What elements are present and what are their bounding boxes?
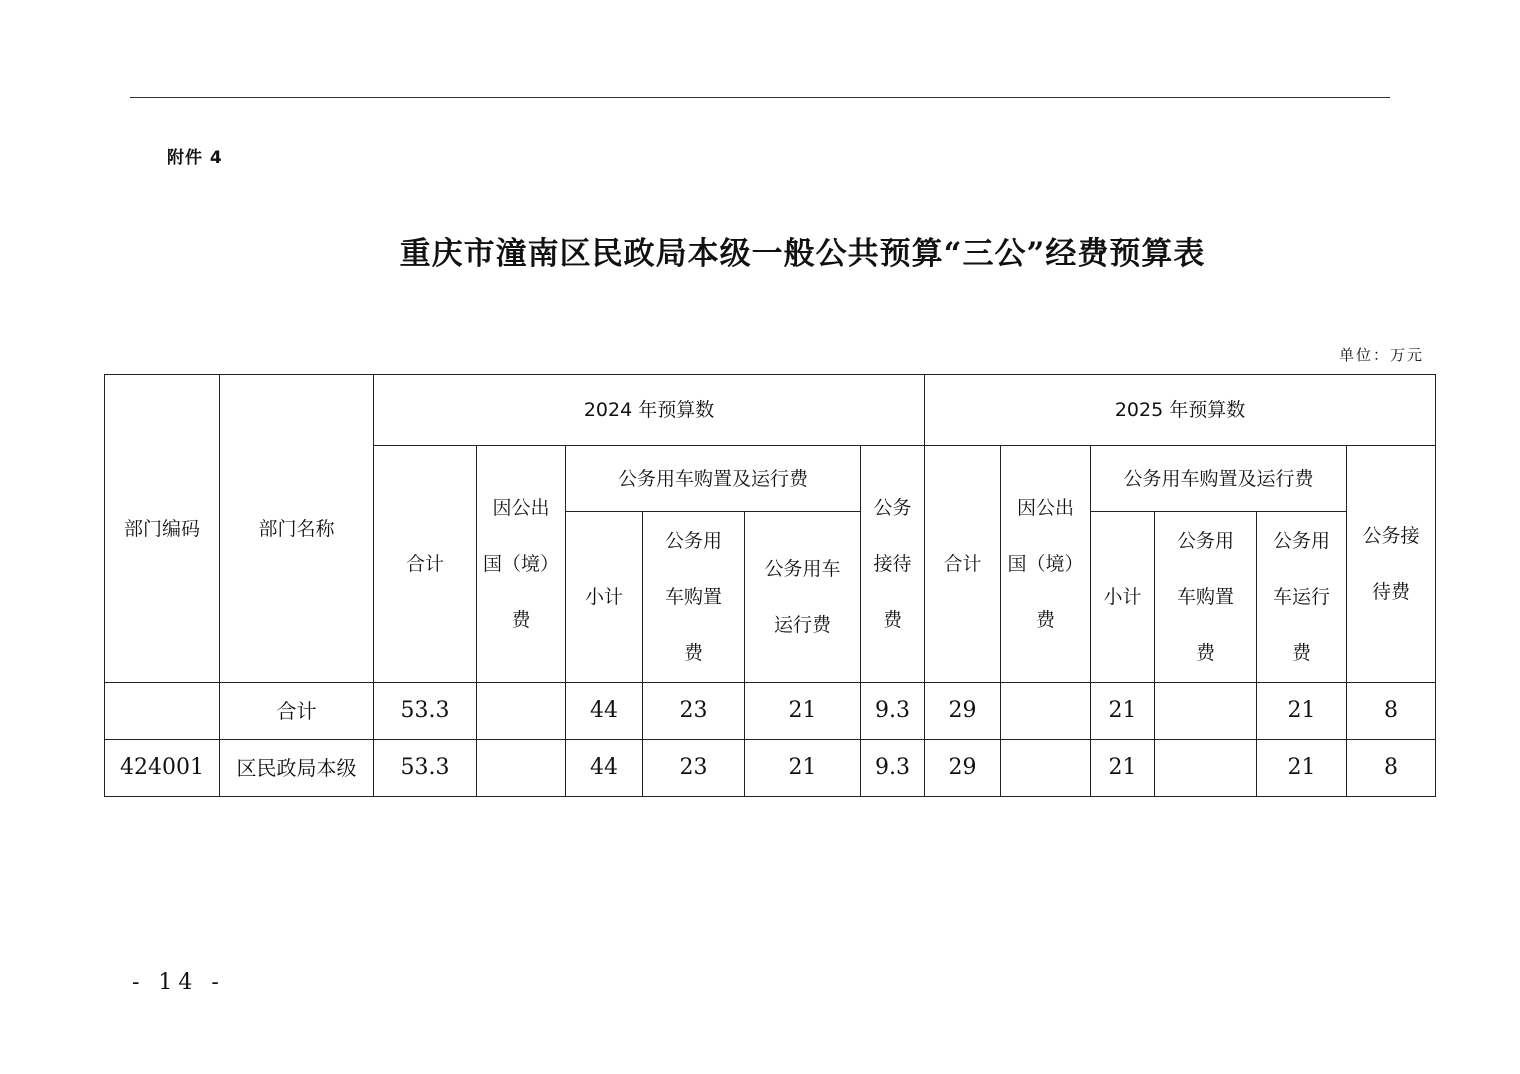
cell-2024-subtotal: 44 <box>566 740 643 797</box>
header-2025-reception <box>1347 446 1436 683</box>
header-text-line: 公务用 <box>1177 530 1235 552</box>
header-text-line: 公务接 <box>1362 525 1420 547</box>
cell-2024-operation: 21 <box>745 740 861 797</box>
cell-2025-operation: 21 <box>1257 683 1347 740</box>
header-text-line: 公务用车 <box>764 558 841 580</box>
cell-2025-operation: 21 <box>1257 740 1347 797</box>
cell-2024-abroad <box>477 683 566 740</box>
cell-2025-purchase <box>1155 740 1257 797</box>
header-2025-vehicle-operation <box>1257 512 1347 683</box>
header-2024-vehicle-group: 公务用车购置及运行费 <box>566 446 861 512</box>
header-text-line: 公务 <box>873 497 912 519</box>
header-text-line: 公务用 <box>1273 530 1331 552</box>
cell-2024-reception: 9.3 <box>861 683 925 740</box>
header-2025-vehicle-group: 公务用车购置及运行费 <box>1091 446 1347 512</box>
header-text-line: 费 <box>683 642 703 664</box>
header-dept-code <box>105 375 220 683</box>
header-2024-abroad <box>477 446 566 683</box>
table-row <box>105 683 1436 740</box>
budget-table <box>104 374 1436 797</box>
cell-2025-abroad <box>1001 740 1091 797</box>
cell-2024-total: 53.3 <box>374 683 477 740</box>
header-text-line: 公务用 <box>664 530 722 552</box>
cell-2024-abroad <box>477 740 566 797</box>
header-text-line: 国（境） <box>482 553 559 575</box>
header-text-line: 车购置 <box>664 586 722 608</box>
cell-2025-reception: 8 <box>1347 740 1436 797</box>
header-text-line: 小计 <box>584 586 623 608</box>
header-2024-vehicle-subtotal <box>566 512 643 683</box>
header-rule <box>130 97 1390 98</box>
cell-2025-total: 29 <box>925 683 1001 740</box>
header-text-line: 运行费 <box>773 614 831 636</box>
cell-2024-operation: 21 <box>745 683 861 740</box>
header-text-line: 费 <box>1196 642 1216 664</box>
header-text-line: 费 <box>883 609 903 631</box>
header-text-line: 合计 <box>405 553 444 575</box>
header-text-line: 部门编码 <box>123 517 200 540</box>
cell-2025-total: 29 <box>925 740 1001 797</box>
header-dept-name <box>220 375 374 683</box>
cell-2025-subtotal: 21 <box>1091 683 1155 740</box>
header-text-line: 费 <box>1036 609 1056 631</box>
header-2024-vehicle-purchase <box>643 512 745 683</box>
header-year-2025: 2025 年预算数 <box>925 375 1436 446</box>
cell-code <box>105 683 220 740</box>
cell-2024-total: 53.3 <box>374 740 477 797</box>
header-text-line: 接待 <box>873 553 912 575</box>
header-text-line: 因公出 <box>492 497 550 519</box>
header-2024-total <box>374 446 477 683</box>
header-text-line: 因公出 <box>1017 497 1075 519</box>
cell-2024-reception: 9.3 <box>861 740 925 797</box>
header-year-2024: 2024 年预算数 <box>374 375 925 446</box>
header-text-line: 车运行 <box>1273 586 1331 608</box>
header-text-line: 费 <box>1292 642 1312 664</box>
cell-2024-purchase: 23 <box>643 740 745 797</box>
header-text-line: 部门名称 <box>258 517 335 540</box>
cell-2024-purchase: 23 <box>643 683 745 740</box>
attachment-label: 附件 4 <box>167 148 223 168</box>
header-2025-total <box>925 446 1001 683</box>
cell-2025-abroad <box>1001 683 1091 740</box>
unit-label: 单位：万元 <box>1338 346 1424 364</box>
cell-2025-purchase <box>1155 683 1257 740</box>
header-2025-abroad <box>1001 446 1091 683</box>
header-text-line: 车购置 <box>1177 586 1235 608</box>
cell-2025-reception: 8 <box>1347 683 1436 740</box>
table-row <box>105 740 1436 797</box>
cell-name: 区民政局本级 <box>220 740 374 797</box>
cell-name: 合计 <box>220 683 374 740</box>
cell-code: 424001 <box>105 740 220 797</box>
header-text-line: 待费 <box>1372 581 1411 603</box>
cell-2024-subtotal: 44 <box>566 683 643 740</box>
header-text-line: 国（境） <box>1007 553 1084 575</box>
header-text-line: 合计 <box>943 553 982 575</box>
header-text-line: 小计 <box>1103 586 1142 608</box>
header-2024-reception <box>861 446 925 683</box>
page-number: - 14 - <box>132 970 225 995</box>
header-2025-vehicle-subtotal <box>1091 512 1155 683</box>
page-title: 重庆市潼南区民政局本级一般公共预算“三公”经费预算表 <box>399 236 1206 272</box>
cell-2025-subtotal: 21 <box>1091 740 1155 797</box>
header-2025-vehicle-purchase <box>1155 512 1257 683</box>
header-text-line: 费 <box>511 609 531 631</box>
header-2024-vehicle-operation <box>745 512 861 683</box>
